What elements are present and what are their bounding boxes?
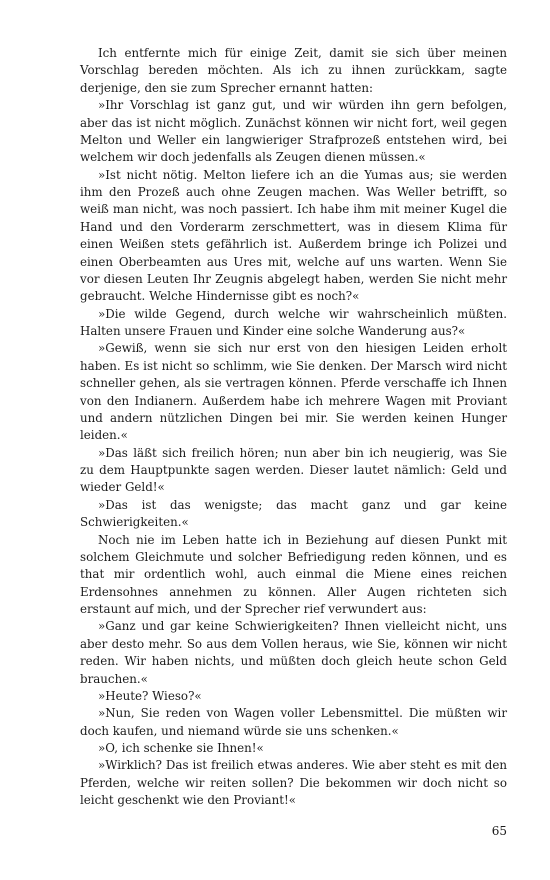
page-number: 65 [491, 824, 507, 838]
body-text [80, 45, 507, 810]
paragraph: »Nun, Sie reden von Wagen voller Lebensmittel. Die müßten wir doch kaufen, und niemand würde sie uns schenken.« [80, 706, 507, 738]
paragraph: »Heute? Wieso?« [98, 688, 202, 703]
paragraph: »Ihr Vorschlag ist ganz gut, und wir würden ihn gern befolgen, aber das ist nicht möglich. Zunächst können wir nicht fort, weil gegen Melton und Weller ein langwieriger Strafprozeß entstehen wird, bei welchem wir doch jedenfalls als Zeugen dienen müssen.« [80, 98, 507, 165]
paragraph: »Ganz und gar keine Schwierigkeiten? Ihnen vielleicht nicht, uns aber desto mehr. So aus dem Vollen heraus, wie Sie, können wir nicht reden. Wir haben nichts, und müßten doch gleich heute schon Geld brauchen.« [80, 619, 507, 686]
paragraph: Noch nie im Leben hatte ich in Beziehung auf diesen Punkt mit solchem Gleichmute und solcher Befriedigung reden können, und es that mir ordentlich wohl, auch einmal die Miene eines reichen Erdensohnes annehmen zu können. Aller Augen richteten sich erstaunt auf mich, und der Sprecher rief verwundert aus: [80, 532, 507, 616]
paragraph: »Das ist das wenigste; das macht ganz und gar keine Schwierigkeiten.« [80, 497, 507, 530]
paragraph: »Ist nicht nötig. Melton liefere ich an die Yumas aus; sie werden ihm den Prozeß auch ohne Zeugen machen. Was Weller betrifft, so weiß man nicht, was noch passiert. Ich habe ihm mit meiner Kugel die Hand und den Vorderarm zerschmettert, was in diesem Klima für einen Weißen stets gefährlich ist. Außerdem bringe ich Polizei und einen Oberbeamten aus Ures mit, welche auf uns warten. Wenn Sie vor diesen Leuten Ihr Zeugnis abgelegt haben, werden Sie nicht mehr gebraucht. Welche Hindernisse gibt es noch?« [80, 167, 507, 304]
paragraph: »Gewiß, wenn sie sich nur erst von den hiesigen Leiden erholt haben. Es ist nicht so schlimm, wie Sie denken. Der Marsch wird nicht schneller gehen, als sie vertragen können. Pferde verschaffe ich Ihnen von den Indianern. Außerdem habe ich mehrere Wagen mit Proviant und andern nützlichen Dingen bei mir. Sie werden keinen Hunger leiden.« [80, 341, 507, 443]
paragraph: »Wirklich? Das ist freilich etwas anderes. Wie aber steht es mit den Pferden, welche wir reiten sollen? Die bekommen wir doch nicht so leicht geschenkt wie den Proviant!« [80, 758, 507, 808]
paragraph: »Die wilde Gegend, durch welche wir wahrscheinlich müßten. Halten unsere Frauen und Kinder eine solche Wanderung aus?« [80, 306, 507, 338]
paragraph: »O, ich schenke sie Ihnen!« [98, 741, 264, 755]
paragraph: »Das läßt sich freilich hören; nun aber bin ich neugierig, was Sie zu dem Hauptpunkte sagen werden. Dieser lautet nämlich: Geld und wieder Geld!« [80, 445, 507, 495]
paragraph: Ich entfernte mich für einige Zeit, damit sie sich über meinen Vorschlag bereden möchten. Als ich zu ihnen zurückkam, sagte derjenige, den sie zum Sprecher ernannt hatten: [80, 46, 507, 95]
